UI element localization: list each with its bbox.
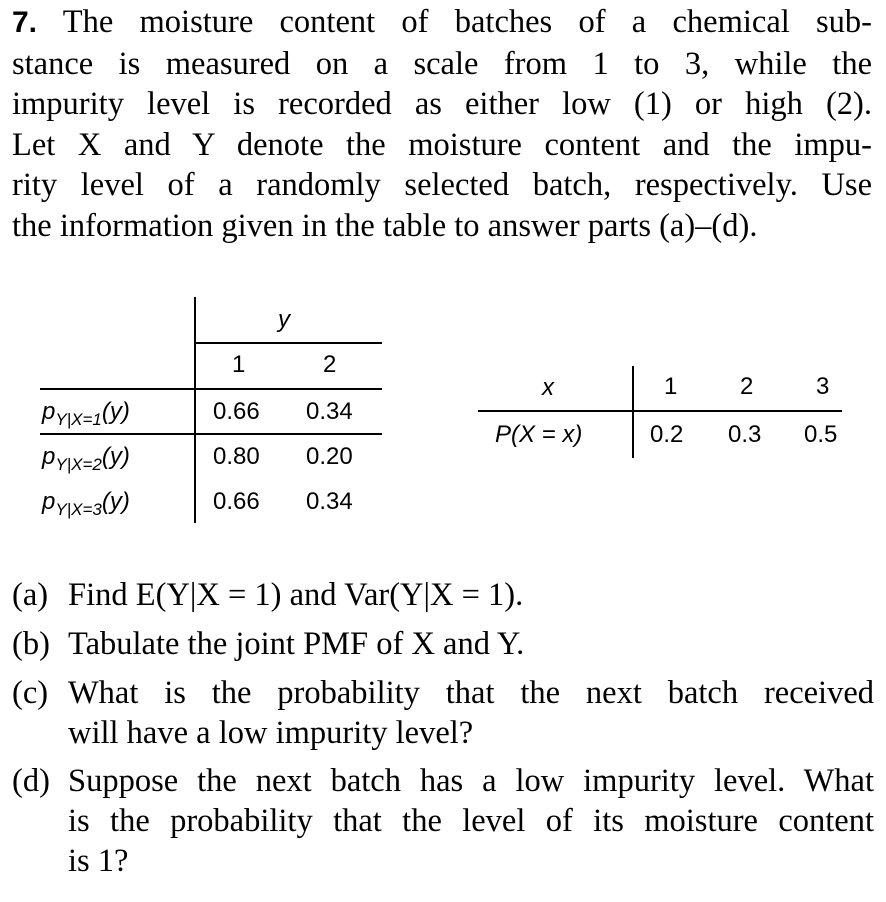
problem-number: 7.: [12, 6, 38, 39]
part-text: is 1?: [68, 843, 129, 879]
row-label: $p_{Y|X=2}(y)$: [42, 443, 130, 474]
part-text: is the probability that the level of its moisture content: [68, 803, 874, 839]
problem-line: impurity level is recorded as either low (1) or high (2).: [12, 86, 872, 122]
table-cell: 0.3: [728, 421, 762, 448]
part-text: Tabulate the joint PMF of X and Y.: [68, 626, 525, 662]
problem-line-text: The moisture content of batches of a chemical sub-: [62, 4, 873, 40]
table-cell: 0.2: [650, 421, 684, 448]
part-label: (a): [12, 577, 49, 613]
table-cell: 0.66: [213, 488, 260, 515]
table-rule: [194, 342, 382, 344]
x-value: 2: [740, 373, 754, 400]
problem-line: the information given in the table to answer parts (a)–(d).: [12, 207, 758, 244]
part-c: [12, 673, 874, 753]
part-text: will have a low impurity level?: [68, 715, 474, 751]
table-cell: 0.34: [306, 398, 353, 425]
table-divider: [632, 366, 634, 458]
part-d: [12, 761, 874, 881]
column-header-y: y: [278, 306, 290, 333]
y-value: 2: [323, 351, 337, 378]
problem-line: rity level of a randomly selected batch, respectively. Use: [12, 167, 872, 203]
table-rule: [40, 433, 382, 435]
part-a: [12, 575, 874, 615]
table-rule: [40, 388, 382, 390]
part-label: (c): [12, 675, 49, 711]
problem-statement: [12, 2, 872, 246]
question-parts: [12, 575, 874, 881]
part-text: What is the probability that the next batch received: [68, 675, 874, 711]
row-label: $p_{Y|X=3}(y)$: [42, 488, 130, 519]
part-b: [12, 624, 874, 664]
x-value: 3: [816, 373, 830, 400]
table-cell: 0.5: [804, 421, 838, 448]
table-cell: 0.80: [213, 443, 260, 470]
table-cell: 0.66: [213, 398, 260, 425]
part-text: Suppose the next batch has a low impurity level. What: [68, 763, 874, 799]
table-cell: 0.20: [306, 443, 353, 470]
problem-line: [12, 2, 872, 44]
table-rule: [478, 410, 842, 412]
x-value: 1: [664, 373, 678, 400]
table-cell: 0.34: [306, 488, 353, 515]
row-label: $p_{Y|X=1}(y)$: [42, 398, 130, 429]
table-divider: [194, 297, 196, 523]
x-label: x: [542, 374, 554, 401]
row-label: P(X = x): [495, 421, 583, 448]
part-label: (d): [12, 763, 50, 799]
part-label: (b): [12, 626, 50, 662]
problem-line: Let X and Y denote the moisture content and the impu-: [12, 126, 872, 163]
problem-line: stance is measured on a scale from 1 to 3, while the: [12, 45, 872, 82]
part-text: Find E(Y|X = 1) and Var(Y|X = 1).: [68, 577, 524, 613]
y-value: 1: [232, 351, 246, 378]
